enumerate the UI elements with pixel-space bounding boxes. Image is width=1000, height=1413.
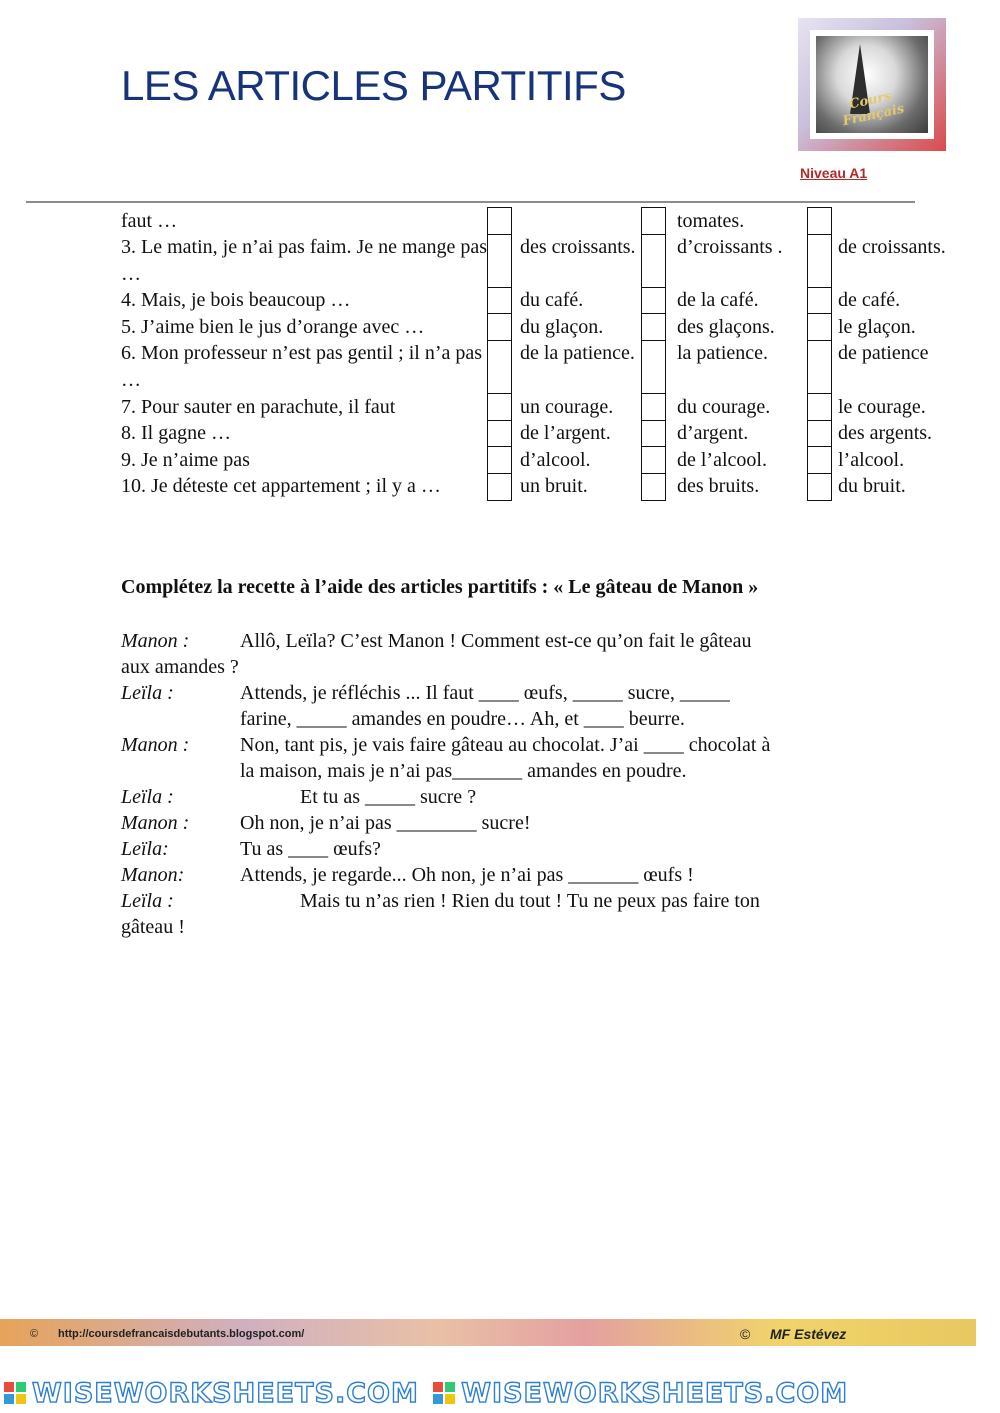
answer-box-a[interactable] xyxy=(488,287,512,314)
question-text: 7. Pour sauter en parachute, il faut xyxy=(121,395,396,418)
speaker-name: Leïla : xyxy=(121,786,174,808)
option-b: la patience. xyxy=(677,342,769,365)
option-b: tomates. xyxy=(677,209,745,232)
answer-box-c[interactable] xyxy=(808,314,832,341)
option-b: de l’alcool. xyxy=(677,448,767,471)
footer-url[interactable]: http://coursdefrancaisdebutants.blogspot.com/ xyxy=(58,1328,305,1340)
answer-box-a[interactable] xyxy=(488,208,512,235)
option-a: des croissants. xyxy=(520,236,636,259)
speech-text: Et tu as _____ sucre ? xyxy=(300,786,477,808)
option-b: de la café. xyxy=(677,289,759,312)
speaker-name: Leïla: xyxy=(121,838,169,860)
dialogue-line xyxy=(121,732,881,758)
answer-box-b[interactable] xyxy=(642,340,666,393)
answer-box-b[interactable] xyxy=(642,234,666,287)
speech-text: Tu as ____ œufs? xyxy=(240,838,381,860)
answer-box-b[interactable] xyxy=(642,287,666,314)
option-a: un bruit. xyxy=(520,475,588,498)
answer-box-b[interactable] xyxy=(642,420,666,447)
answer-box-c[interactable] xyxy=(808,447,832,474)
speech-text: Attends, je réfléchis ... Il faut ____ œufs, _____ sucre, _____ xyxy=(240,682,730,704)
wiseworksheets-logo-icon xyxy=(433,1382,455,1404)
answer-box-a[interactable] xyxy=(488,314,512,341)
option-b: des bruits. xyxy=(677,475,760,498)
exercise-row xyxy=(121,420,951,447)
answer-box-a[interactable] xyxy=(488,234,512,287)
option-b: du courage. xyxy=(677,395,771,418)
question-text: 8. Il gagne … xyxy=(121,422,231,445)
speech-continuation: la maison, mais je n’ai pas_______ amandes en poudre. xyxy=(240,760,687,782)
question-text: 5. J’aime bien le jus d’orange avec … xyxy=(121,315,425,338)
answer-box-c[interactable] xyxy=(808,473,832,500)
course-logo xyxy=(798,18,946,151)
footer-author: MF Estévez xyxy=(770,1326,847,1342)
answer-box-c[interactable] xyxy=(808,394,832,421)
question-text: 6. Mon professeur n’est pas gentil ; il n’a pas … xyxy=(121,342,483,392)
dialogue-line xyxy=(121,784,881,810)
option-a: du glaçon. xyxy=(520,315,604,338)
dialogue-line xyxy=(121,628,881,654)
option-a: de l’argent. xyxy=(520,422,611,445)
option-c xyxy=(832,208,952,235)
dialogue-line xyxy=(121,810,881,836)
exercise-row xyxy=(121,287,951,314)
option-c: de patience xyxy=(838,342,929,365)
answer-box-a[interactable] xyxy=(488,447,512,474)
speaker-name: Manon : xyxy=(121,734,190,756)
answer-box-c[interactable] xyxy=(808,287,832,314)
option-a: du café. xyxy=(520,289,584,312)
answer-box-b[interactable] xyxy=(642,473,666,500)
watermark-text: WISEWORKSHEETS.COM xyxy=(461,1378,849,1409)
answer-box-a[interactable] xyxy=(488,420,512,447)
exercise-row xyxy=(121,340,951,393)
question-text: 10. Je déteste cet appartement ; il y a … xyxy=(121,475,441,498)
question-text: 4. Mais, je bois beaucoup … xyxy=(121,289,351,312)
recipe-dialogue xyxy=(121,628,881,940)
option-b: d’croissants . xyxy=(677,236,783,259)
header-divider xyxy=(26,201,915,203)
exercise-row xyxy=(121,234,951,287)
option-c: le courage. xyxy=(838,395,926,418)
recipe-instruction: Complétez la recette à l’aide des articles partitifs : « Le gâteau de Manon » xyxy=(121,576,759,598)
option-a: un courage. xyxy=(520,395,614,418)
page-title: LES ARTICLES PARTITIFS xyxy=(121,62,626,109)
answer-box-c[interactable] xyxy=(808,234,832,287)
speaker-name: Leïla : xyxy=(121,890,174,912)
level-label: Niveau A1 xyxy=(800,165,868,181)
speaker-name: Manon : xyxy=(121,630,190,652)
speech-text: Allô, Leïla? C’est Manon ! Comment est-ce qu’on fait le gâteau xyxy=(240,630,752,652)
dialogue-line xyxy=(121,680,881,706)
exercise-row xyxy=(121,394,951,421)
speech-text: Attends, je regarde... Oh non, je n’ai pas _______ œufs ! xyxy=(240,864,694,886)
option-a xyxy=(520,208,642,235)
option-b: d’argent. xyxy=(677,422,749,445)
option-c: de croissants. xyxy=(838,236,946,259)
question-text: faut … xyxy=(121,209,178,232)
speech-text: Non, tant pis, je vais faire gâteau au chocolat. J’ai ____ chocolat à xyxy=(240,734,771,756)
option-c: du bruit. xyxy=(838,475,906,498)
exercise-row xyxy=(121,208,951,235)
exercise-row xyxy=(121,314,951,341)
option-c: le glaçon. xyxy=(838,315,916,338)
speaker-name: Leïla : xyxy=(121,682,174,704)
logo-text: Cours Français xyxy=(841,88,906,130)
watermark-text: WISEWORKSHEETS.COM xyxy=(32,1378,419,1409)
answer-box-c[interactable] xyxy=(808,340,832,393)
wiseworksheets-logo-icon xyxy=(4,1382,26,1404)
speech-continuation: aux amandes ? xyxy=(121,656,239,678)
footer-band xyxy=(0,1319,976,1346)
exercise-row xyxy=(121,473,951,500)
watermark xyxy=(0,1378,1000,1413)
answer-box-b[interactable] xyxy=(642,447,666,474)
answer-box-a[interactable] xyxy=(488,340,512,393)
answer-box-a[interactable] xyxy=(488,473,512,500)
speech-text: Oh non, je n’ai pas ________ sucre! xyxy=(240,812,531,834)
question-text: 3. Le matin, je n’ai pas faim. Je ne mange pas … xyxy=(121,236,487,285)
option-a: de la patience. xyxy=(520,342,635,365)
answer-box-b[interactable] xyxy=(642,208,666,235)
exercise-table xyxy=(121,207,951,501)
answer-box-b[interactable] xyxy=(642,314,666,341)
dialogue-line xyxy=(121,862,881,888)
dialogue-line xyxy=(121,888,881,914)
speaker-name: Manon : xyxy=(121,812,190,834)
answer-box-b[interactable] xyxy=(642,394,666,421)
option-c: de café. xyxy=(838,289,901,312)
speech-text: Mais tu n’as rien ! Rien du tout ! Tu ne peux pas faire ton xyxy=(300,890,760,912)
option-b: des glaçons. xyxy=(677,315,775,338)
option-c: des argents. xyxy=(838,422,933,445)
speaker-name: Manon: xyxy=(121,864,185,886)
answer-box-c[interactable] xyxy=(808,420,832,447)
option-c: l’alcool. xyxy=(838,448,905,471)
footer-copyright-left: © xyxy=(30,1328,39,1340)
question-text: 9. Je n’aime pas xyxy=(121,448,250,471)
answer-box-c[interactable] xyxy=(808,208,832,235)
answer-box-a[interactable] xyxy=(488,394,512,421)
speech-continuation: gâteau ! xyxy=(121,916,185,938)
option-a: d’alcool. xyxy=(520,448,591,471)
exercise-row xyxy=(121,447,951,474)
dialogue-line xyxy=(121,836,881,862)
footer-copyright-right: © xyxy=(740,1326,751,1342)
speech-continuation: farine, _____ amandes en poudre… Ah, et ____ beurre. xyxy=(240,708,685,730)
